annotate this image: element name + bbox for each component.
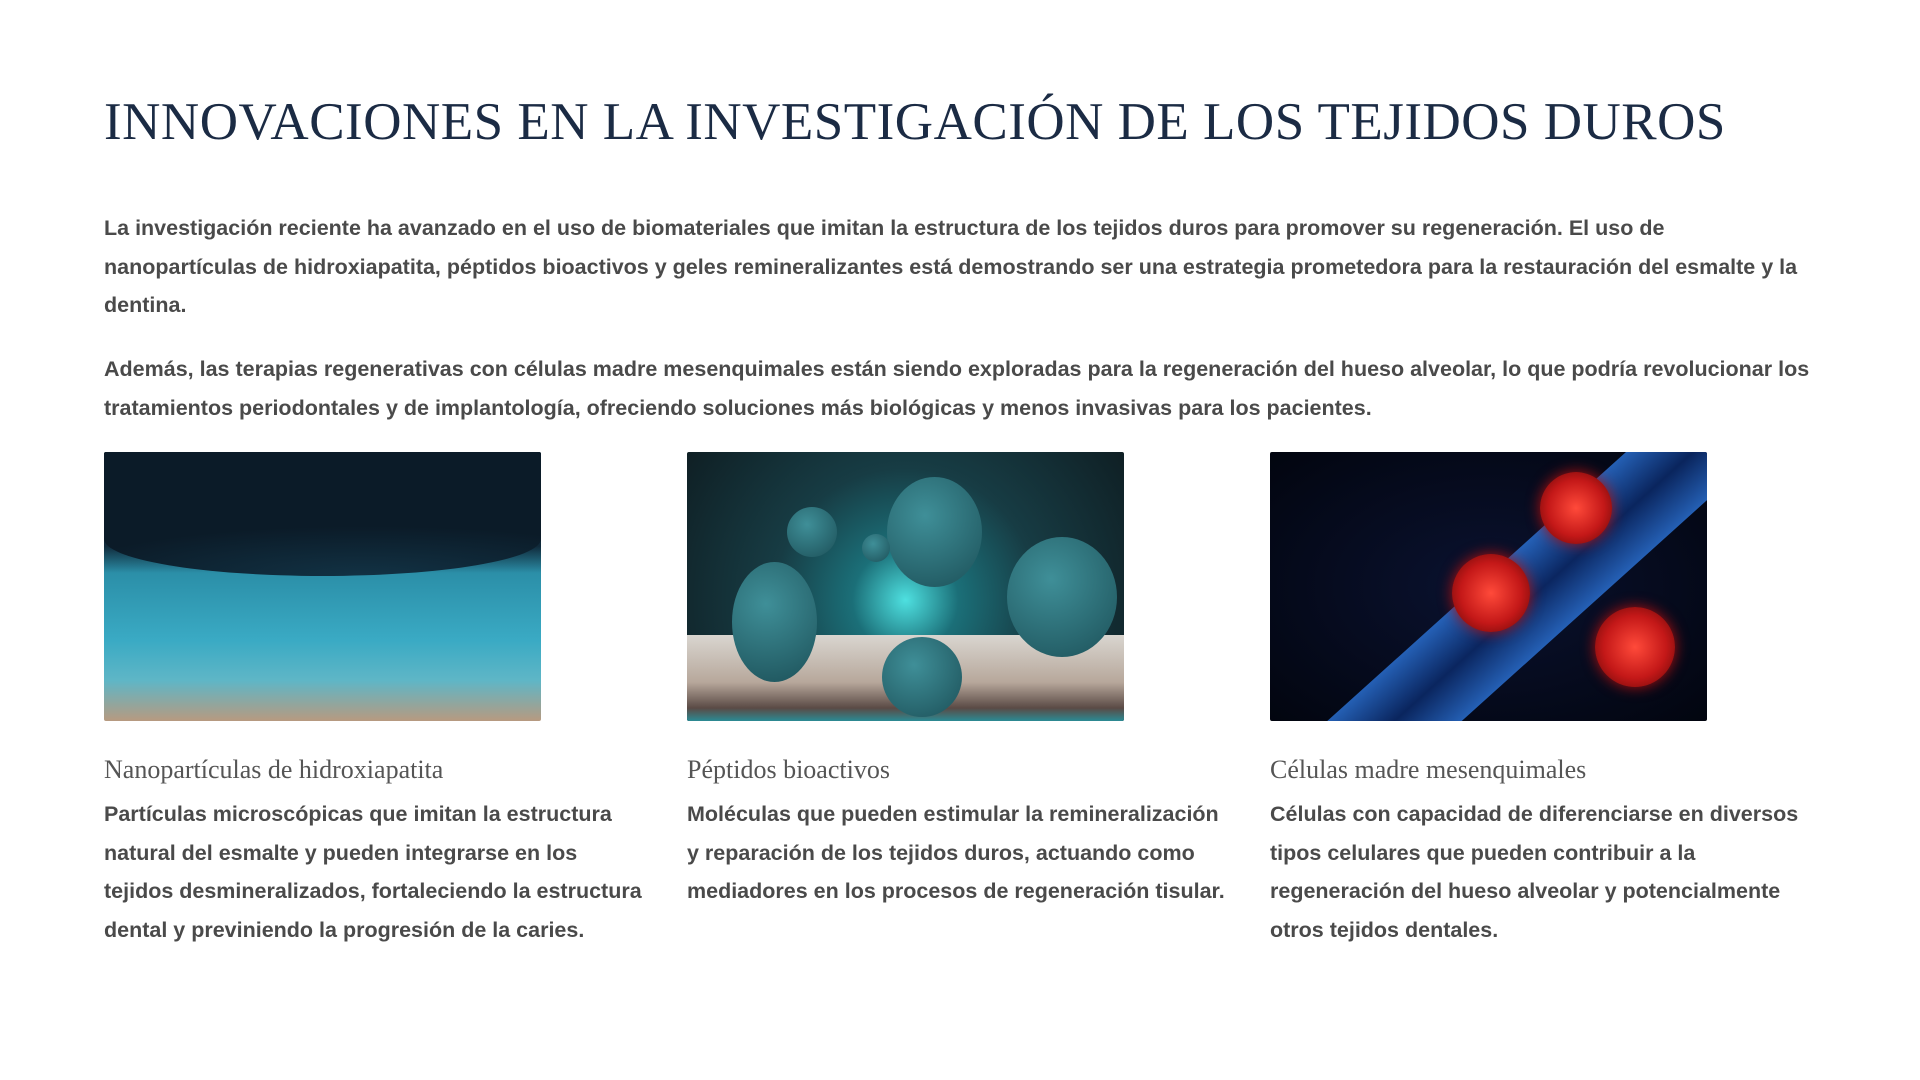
stem-cells-image — [1270, 452, 1707, 721]
peptides-image — [687, 452, 1124, 721]
card-text: Partículas microscópicas que imitan la estructura natural del esmalte y pueden integrarse en los tejidos desmineralizados, fortaleciendo la estructura dental y previniendo la progresión de la caries. — [104, 802, 642, 942]
card-text: Moléculas que pueden estimular la remineralización y reparación de los tejidos duros, actuando como mediadores en los procesos de regeneración tisular. — [687, 802, 1225, 903]
card-peptides — [687, 452, 1232, 911]
card-title: Células madre mesenquimales — [1270, 755, 1587, 784]
therapies-paragraph: Además, las terapias regenerativas con células madre mesenquimales están siendo exploradas para la regeneración del hueso alveolar, lo que podría revolucionar los tratamientos periodontales y de implantología, ofreciendo soluciones más biológicas y menos invasivas para los pacientes. — [104, 357, 1810, 420]
card-title: Nanopartículas de hidroxiapatita — [104, 755, 444, 784]
intro-paragraph: La investigación reciente ha avanzado en el uso de biomateriales que imitan la estructura de los tejidos duros para promover su regeneración. El uso de nanopartículas de hidroxiapatita, péptidos bioactivos y geles remineralizantes está demostrando ser una estrategia prometedora para la restauración del esmalte y la dentina. — [104, 216, 1798, 317]
card-stem-cells — [1270, 452, 1815, 949]
card-title: Péptidos bioactivos — [687, 755, 890, 784]
nanoparticles-image — [104, 452, 541, 721]
card-text: Células con capacidad de diferenciarse en diversos tipos celulares que pueden contribuir a la regeneración del hueso alveolar y potencialmente otros tejidos dentales. — [1270, 802, 1799, 942]
card-nanoparticles — [104, 452, 649, 949]
page-title: INNOVACIONES EN LA INVESTIGACIÓN DE LOS TEJIDOS DUROS — [104, 93, 1726, 151]
